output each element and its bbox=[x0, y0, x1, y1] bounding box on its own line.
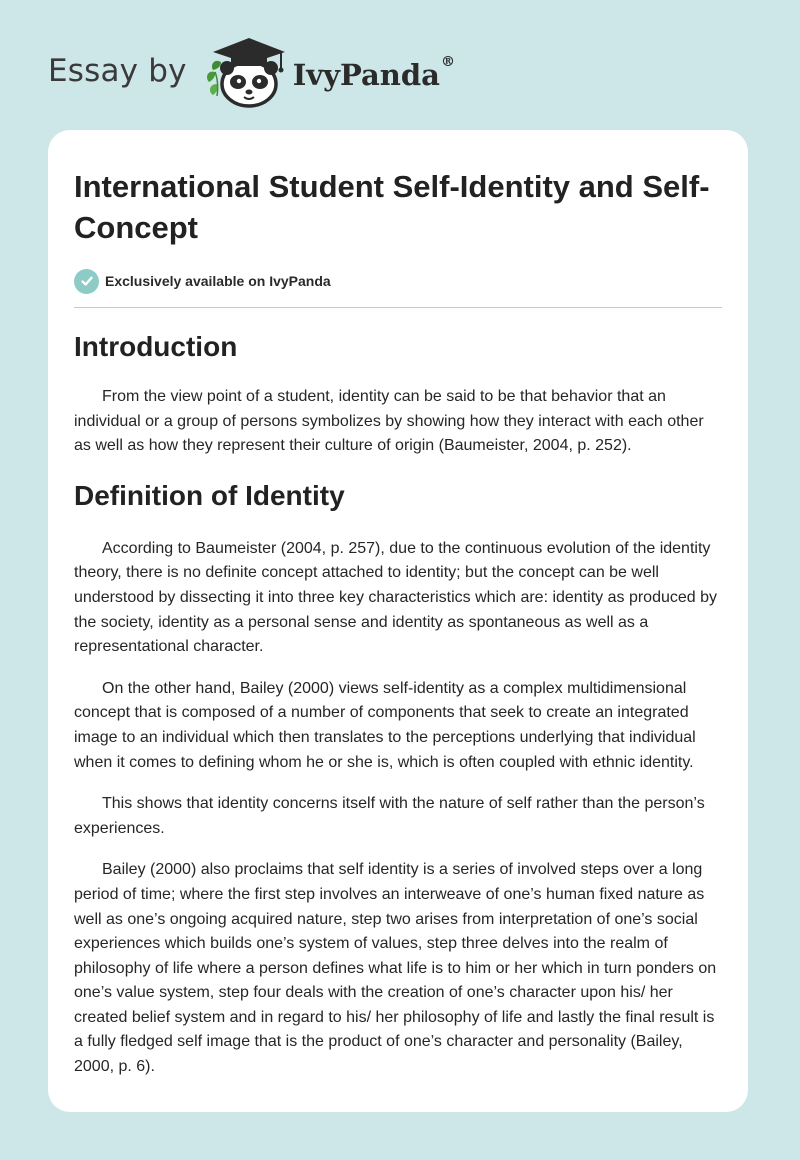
exclusive-label: Exclusively available on IvyPanda bbox=[105, 273, 331, 289]
paragraph: On the other hand, Bailey (2000) views self-identity as a complex multidimensional concept that is composed of a number of components that seek to create an integrated image to an individual which then translates to the perceptions underlying that individual when it comes to defining whom he or she is, which is often coupled with ethnic identity. bbox=[74, 679, 696, 771]
section-introduction bbox=[74, 329, 722, 459]
essay-title: International Student Self-Identity and Self-Concept bbox=[74, 169, 710, 245]
check-circle-icon bbox=[74, 269, 99, 294]
title-divider bbox=[74, 307, 722, 308]
panda-graduation-cap-icon[interactable] bbox=[201, 34, 287, 110]
exclusive-badge bbox=[74, 267, 722, 295]
section-definition-of-identity bbox=[74, 478, 722, 1080]
registered-mark: ® bbox=[440, 54, 455, 70]
paragraph: From the view point of a student, identity can be said to be that behavior that an individual or a group of persons symbolizes by showing how they interact with each other as well as how they represent their culture of origin (Baumeister, 2004, p. 252). bbox=[74, 388, 704, 455]
essay-card bbox=[48, 130, 748, 1112]
paragraph: This shows that identity concerns itself with the nature of self rather than the person’s experiences. bbox=[74, 795, 705, 837]
section-heading: Definition of Identity bbox=[74, 479, 345, 511]
ivy-leaf-icon bbox=[207, 61, 221, 96]
brand-logo-text[interactable] bbox=[292, 54, 455, 92]
paragraph: According to Baumeister (2004, p. 257), due to the continuous evolution of the identity theory, there is no definite concept attached to identity; but the concept can be well understood by dissecting it into three key characteristics which are: identity as produced by the society, identity as a personal sense and identity as spontaneous as well as a representational character. bbox=[74, 539, 717, 656]
site-header bbox=[48, 34, 455, 110]
section-heading: Introduction bbox=[74, 331, 238, 362]
essay-by-label: Essay by bbox=[48, 53, 187, 89]
paragraph: Bailey (2000) also proclaims that self identity is a series of involved steps over a long period of time; where the first step involves an interweave of one’s human fixed nature as well as one’s ongoing acquired nature, step two arises from interpretation of one’s social experiences which builds one’s system of values, step three delves into the realm of philosophy of life where a person defines what life is to him or her which in turn ponders on one’s value system, step four deals with the creation of one’s character upon his/ her created belief system and in regard to his/ her philosophy of life and lastly the final result is a fully fledged self image that is the product of one’s character and personality (Bailey, 2000, p. 6). bbox=[74, 861, 717, 1076]
brand-name: IvyPanda bbox=[292, 58, 440, 92]
